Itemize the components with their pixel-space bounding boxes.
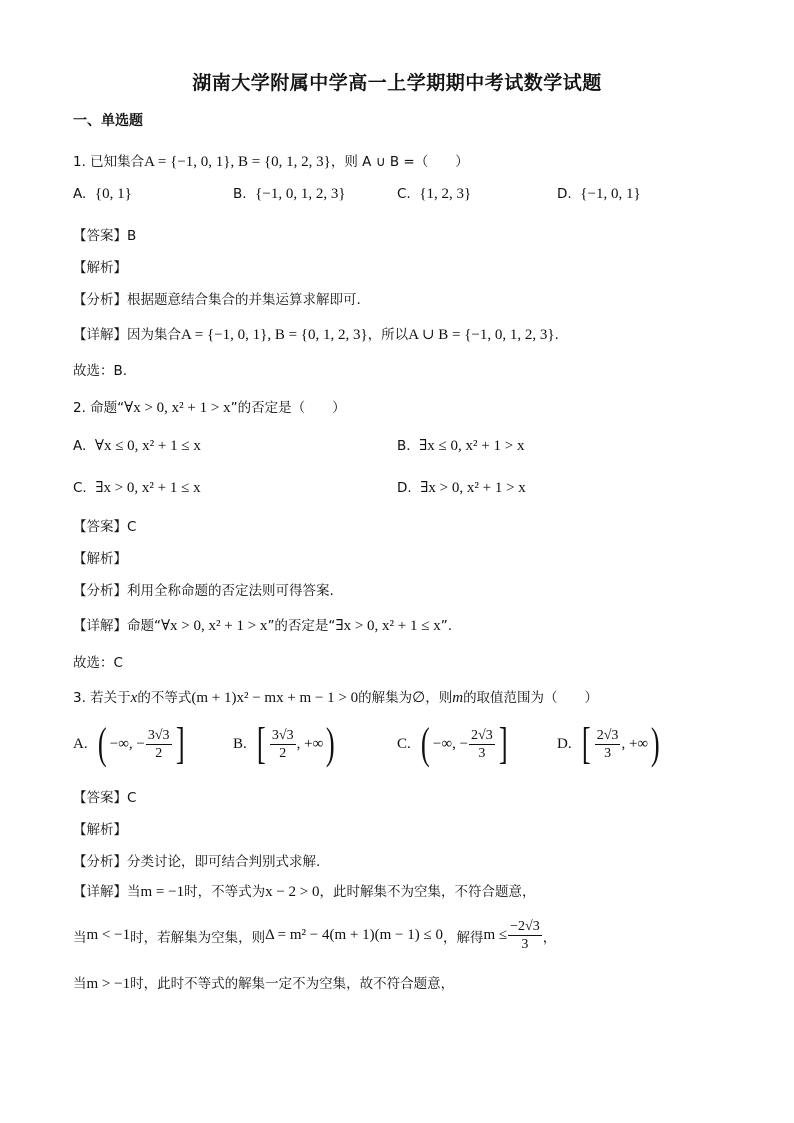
line2-cond: m < −1 — [86, 927, 131, 943]
xiangjie-cond: m = −1 — [140, 884, 185, 900]
option-label: C. — [397, 735, 411, 752]
option-post: , +∞ — [621, 735, 649, 752]
paren-open: ( — [421, 719, 430, 768]
q1-stem — [73, 150, 469, 171]
xiangjie-mid: ”的否定是“ — [267, 618, 336, 634]
line3-prefix: 当 — [73, 976, 87, 992]
xiangjie-prefix: 【详解】命题“ — [73, 618, 161, 634]
xiangjie-expr: ∃x > 0, x² + 1 ≤ x — [335, 618, 441, 634]
line2-fraction — [508, 918, 542, 953]
option-text: ∃x > 0, x² + 1 > x — [420, 480, 526, 496]
q3-line2 — [73, 918, 556, 953]
option-text: {1, 2, 3} — [419, 186, 472, 202]
q2-option-a[interactable] — [73, 436, 201, 455]
fraction-numerator: 2√3 — [596, 727, 619, 743]
bracket-open: [ — [582, 719, 591, 768]
fraction-numerator: 2√3 — [471, 727, 493, 743]
q2-answer: 【答案】C — [73, 519, 137, 535]
q2-xiangjie — [73, 614, 452, 635]
option-fraction — [270, 727, 296, 762]
q1-set-a: A = {−1, 0, 1} — [144, 154, 231, 170]
xiangjie-end: . — [554, 327, 559, 343]
xiangjie-mid: ，所以 — [367, 327, 409, 343]
section-heading: 一、单选题 — [73, 113, 143, 129]
q1-set-b: , B = {0, 1, 2, 3} — [230, 154, 331, 170]
q2-option-b[interactable] — [397, 436, 524, 455]
q3-option-b[interactable] — [233, 719, 338, 768]
option-label: C. — [73, 480, 87, 496]
q3-line3 — [73, 972, 454, 993]
xiangjie-mid: 时，不等式为 — [184, 884, 266, 900]
page-title: 湖南大学附属中学高一上学期期中考试数学试题 — [192, 72, 602, 94]
option-text: ∃x > 0, x² + 1 ≤ x — [95, 480, 201, 496]
q1-option-c[interactable] — [397, 186, 471, 203]
option-fraction — [146, 727, 172, 762]
q1-xiangjie — [73, 323, 559, 344]
q2-choice: 故选：C — [73, 655, 123, 671]
xiangjie-ineq: x − 2 > 0 — [265, 884, 320, 900]
q3-xiangjie — [73, 880, 536, 901]
q3-stem-mid2: 的解集为 — [358, 690, 413, 706]
option-label: D. — [557, 186, 572, 202]
option-text: {−1, 0, 1} — [580, 186, 641, 202]
xiangjie-expr: A = {−1, 0, 1}, B = {0, 1, 2, 3} — [181, 327, 368, 343]
xiangjie-result: A ∪ B = {−1, 0, 1, 2, 3} — [408, 327, 555, 343]
line2-prefix: 当 — [73, 929, 87, 946]
option-text: {−1, 0, 1, 2, 3} — [255, 186, 346, 202]
option-pre: −∞, − — [432, 735, 469, 752]
bracket-close: ] — [175, 719, 185, 768]
fraction-numerator: −2√3 — [510, 919, 540, 934]
q3-stem-mid: 的不等式 — [137, 690, 192, 706]
option-label: D. — [397, 480, 412, 496]
q1-option-a[interactable] — [73, 186, 132, 203]
q1-option-d[interactable] — [557, 186, 641, 203]
q3-var-m: m — [452, 690, 464, 706]
option-label: B. — [233, 186, 247, 202]
option-fraction — [595, 727, 621, 762]
q3-option-d[interactable] — [557, 719, 663, 768]
xiangjie-expr: ∀x > 0, x² + 1 > x — [161, 618, 268, 634]
paren-open: ( — [98, 719, 107, 768]
line2-mid2: ，解得 — [442, 929, 484, 946]
fraction-denominator: 2 — [155, 745, 163, 761]
line2-end: ， — [542, 929, 557, 946]
bracket-close: ] — [498, 719, 508, 768]
q3-fenxi: 【分析】分类讨论，即可结合判别式求解. — [73, 854, 321, 870]
q2-option-d[interactable] — [397, 478, 526, 497]
fraction-denominator: 2 — [279, 745, 287, 761]
fraction-denominator: 3 — [478, 745, 486, 761]
q2-stem-expr: ∀x > 0, x² + 1 > x — [124, 400, 231, 416]
xiangjie-prefix: 【详解】当 — [73, 884, 141, 900]
fraction-denominator: 3 — [604, 745, 612, 761]
q3-analysis-head: 【解析】 — [73, 822, 127, 838]
q3-option-c[interactable] — [397, 719, 510, 768]
q1-answer: 【答案】B — [73, 228, 137, 244]
xiangjie-end: ”. — [440, 618, 453, 634]
q2-analysis-head: 【解析】 — [73, 551, 127, 567]
q3-stem-suffix: 的取值范围为（ ） — [463, 690, 599, 706]
option-label: A. — [73, 438, 87, 454]
option-text: ∀x ≤ 0, x² + 1 ≤ x — [94, 438, 201, 454]
q1-analysis-head: 【解析】 — [73, 260, 127, 276]
paren-close: ) — [651, 719, 660, 768]
option-label: D. — [557, 735, 572, 752]
q3-stem — [73, 686, 598, 707]
q2-stem-prefix: 2. 命题“ — [73, 400, 125, 416]
option-text: ∃x ≤ 0, x² + 1 > x — [419, 438, 525, 454]
fraction-numerator: 3√3 — [147, 727, 170, 743]
option-fraction — [469, 727, 495, 762]
fraction-denominator: 3 — [521, 937, 529, 952]
line3-text: 时，此时不等式的解集一定不为空集，故不符合题意， — [130, 976, 455, 992]
empty-set-symbol: ∅ — [412, 690, 426, 706]
q2-stem-suffix: ”的否定是（ ） — [230, 400, 346, 416]
q1-stem-suffix: ，则 A ∪ B =（ ） — [330, 154, 469, 170]
paren-close: ) — [326, 719, 335, 768]
option-text: {0, 1} — [94, 186, 132, 202]
q2-fenxi: 【分析】利用全称命题的否定法则可得答案. — [73, 583, 334, 599]
option-label: A. — [73, 186, 87, 202]
q3-stem-expr: (m + 1)x² − mx + m − 1 > 0 — [191, 690, 359, 706]
q3-stem-mid3: ，则 — [425, 690, 453, 706]
q1-option-b[interactable] — [233, 186, 346, 203]
q3-stem-prefix: 3. 若关于 — [73, 690, 131, 706]
line3-cond: m > −1 — [86, 976, 131, 992]
option-label: B. — [397, 438, 411, 454]
fraction-numerator: 3√3 — [271, 727, 294, 743]
option-label: A. — [73, 735, 88, 752]
q2-option-c[interactable] — [73, 478, 201, 497]
q1-stem-prefix: 1. 已知集合 — [73, 154, 145, 170]
line2-delta: Δ = m² − 4(m + 1)(m − 1) ≤ 0 — [265, 927, 443, 943]
option-label: C. — [397, 186, 411, 202]
q3-answer: 【答案】C — [73, 790, 137, 806]
option-label: B. — [233, 735, 247, 752]
xiangjie-prefix: 【详解】因为集合 — [73, 327, 181, 343]
option-pre: −∞, − — [109, 735, 145, 752]
line2-mid: 时，若解集为空集，则 — [130, 929, 266, 946]
q3-var-x: x — [130, 690, 138, 706]
xiangjie-end: ，此时解集不为空集，不符合题意， — [319, 884, 536, 900]
bracket-open: [ — [257, 719, 266, 768]
q1-choice: 故选：B. — [73, 363, 128, 379]
q2-stem — [73, 396, 346, 417]
q3-option-a[interactable] — [73, 719, 187, 768]
option-post: , +∞ — [296, 735, 324, 752]
q1-fenxi: 【分析】根据题意结合集合的并集运算求解即可. — [73, 292, 361, 308]
line2-res-pre: m ≤ — [483, 927, 508, 943]
